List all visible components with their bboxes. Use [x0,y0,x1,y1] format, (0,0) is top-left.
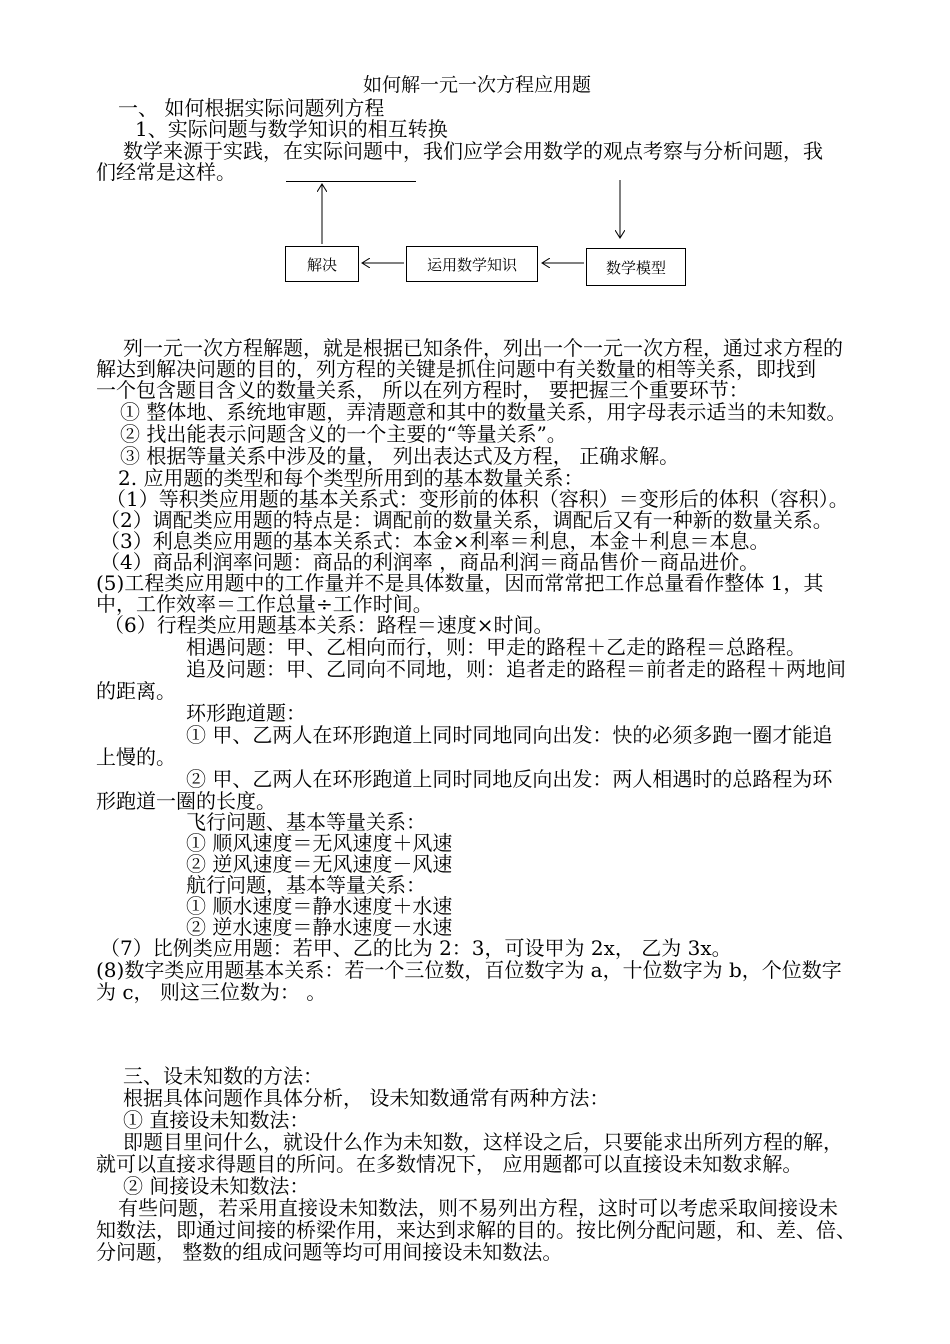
subsection-1-heading: 1、实际问题与数学知识的相互转换 [135,117,448,141]
type-5-line-1: (5)工程类应用题中的工作量并不是具体数量，因而常常把工作总量看作整体 1，其 [96,571,824,595]
chase-problem-line-2: 的距离。 [96,679,176,703]
paragraph-line: 数学来源于实践，在实际问题中，我们应学会用数学的观点考察与分析问题，我 [123,139,823,163]
flight-2: ② 逆风速度＝无风速度－风速 [186,852,453,876]
meet-problem: 相遇问题：甲、乙相向而行，则：甲走的路程＋乙走的路程＝总路程。 [186,635,806,659]
section-2-heading: 2. 应用题的类型和每个类型所用到的基本数量关系： [118,466,584,490]
paragraph-line: 解达到解决问题的目的，列方程的关键是抓住问题中有关数量的相等关系，即找到 [96,357,816,381]
method-2-line-2: 知数法，即通过间接的桥梁作用，来达到求解的目的。按比例分配问题，和、差、倍、 [96,1218,856,1242]
method-1-heading: ① 直接设未知数法： [123,1108,310,1132]
method-2-heading: ② 间接设未知数法： [123,1174,310,1198]
step-1: ① 整体地、系统地审题，弄清题意和其中的数量关系，用字母表示适当的未知数。 [120,400,847,424]
sailing-heading: 航行问题，基本等量关系： [186,873,426,897]
apply-math-knowledge-box: 运用数学知识 [406,246,538,282]
sailing-2: ② 逆水速度＝静水速度－水速 [186,915,453,939]
math-model-box: 数学模型 [586,248,686,286]
type-6: （6）行程类应用题基本关系：路程＝速度×时间。 [104,613,554,637]
paragraph-line: 们经常是这样。 [96,160,236,184]
type-5-line-2: 中，工作效率＝工作总量÷工作时间。 [96,592,433,616]
section-1-heading: 一、 如何根据实际问题列方程 [118,96,385,120]
flight-1: ① 顺风速度＝无风速度＋风速 [186,831,453,855]
ring-track-heading: 环形跑道题： [186,701,306,725]
step-3: ③ 根据等量关系中涉及的量， 列出表达式及方程， 正确求解。 [120,444,680,468]
ring-track-1-line-2: 上慢的。 [96,745,176,769]
method-1-line-1: 即题目里问什么，就设什么作为未知数，这样设之后，只要能求出所列方程的解， [123,1130,843,1154]
section-3-heading: 三、设未知数的方法： [123,1064,323,1088]
ring-track-2-line-2: 形跑道一圈的长度。 [96,789,276,813]
type-1: （1）等积类应用题的基本关系式：变形前的体积（容积）＝变形后的体积（容积）。 [106,487,849,511]
method-2-line-3: 分问题， 整数的组成问题等均可用间接设未知数法。 [96,1240,563,1264]
type-8-line-2: 为 c， 则这三位数为： 。 [96,980,327,1004]
type-4: （4）商品利润率问题：商品的利润率 ，商品利润＝商品售价－商品进价。 [100,550,760,574]
flight-heading: 飞行问题、基本等量关系： [186,810,426,834]
method-2-line-1: 有些问题，若采用直接设未知数法，则不易列出方程，这时可以考虑采取间接设未 [118,1196,838,1220]
ring-track-1-line-1: ① 甲、乙两人在环形跑道上同时同地同向出发：快的必须多跑一圈才能追 [186,723,833,747]
flow-diagram [280,176,700,292]
type-2: （2）调配类应用题的特点是：调配前的数量关系，调配后又有一种新的数量关系。 [100,508,833,532]
page-title: 如何解一元一次方程应用题 [363,74,592,96]
method-1-line-2: 就可以直接求得题目的所问。在多数情况下， 应用题都可以直接设未知数求解。 [96,1152,803,1176]
sailing-1: ① 顺水速度＝静水速度＋水速 [186,894,453,918]
paragraph-line: 一个包含题目含义的数量关系， 所以在列方程时， 要把握三个重要环节： [96,378,749,402]
step-2: ② 找出能表示问题含义的一个主要的“等量关系”。 [120,422,567,446]
type-3: （3）利息类应用题的基本关系式：本金×利率＝利息，本金＋利息＝本息。 [100,529,770,553]
solve-box: 解决 [285,246,359,282]
type-7: （7）比例类应用题：若甲、乙的比为 2：3，可设甲为 2x， 乙为 3x。 [100,936,732,960]
paragraph-line: 列一元一次方程解题，就是根据已知条件，列出一个一元一次方程，通过求方程的 [123,336,843,360]
section-3-intro: 根据具体问题作具体分析， 设未知数通常有两种方法： [123,1086,610,1110]
type-8-line-1: (8)数字类应用题基本关系：若一个三位数，百位数字为 a，十位数字为 b，个位数字 [96,958,842,982]
ring-track-2-line-1: ② 甲、乙两人在环形跑道上同时同地反向出发：两人相遇时的总路程为环 [186,767,833,791]
chase-problem-line-1: 追及问题：甲、乙同向不同地，则：追者走的路程＝前者走的路程＋两地间 [186,657,846,681]
